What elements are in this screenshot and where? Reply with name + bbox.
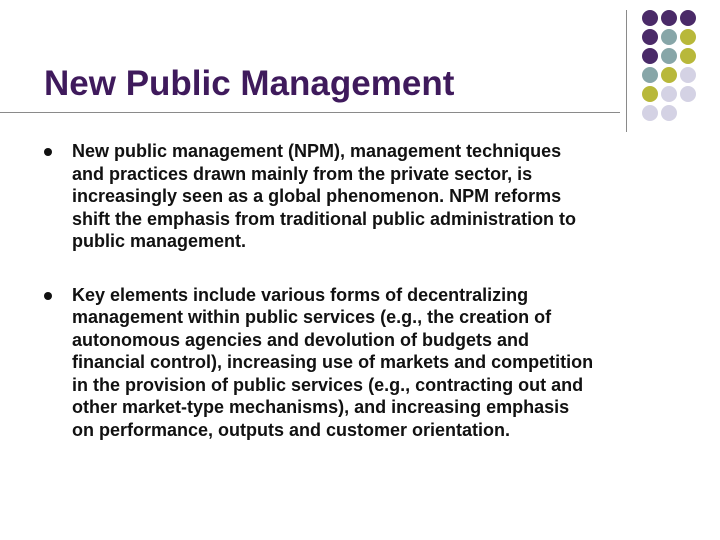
bullet-line: shift the emphasis from traditional public administration to: [72, 208, 577, 229]
bullet-line: management within public services (e.g., the creation of: [72, 307, 552, 327]
decorative-dot: [680, 29, 696, 45]
decorative-dot: [642, 67, 658, 83]
decorative-dot: [642, 10, 658, 26]
bullet-line: in the provision of public services (e.g., contracting out and: [72, 374, 584, 395]
bullet-line: on performance, outputs and customer orientation.: [72, 419, 511, 440]
bullet-line: financial control), increasing use of markets and competition: [72, 352, 594, 372]
decorative-dot: [642, 105, 658, 121]
decorative-dot: [680, 67, 696, 83]
decorative-dot: [661, 86, 677, 102]
decorative-dot: [642, 29, 658, 45]
decorative-dot: [661, 105, 677, 121]
bullet-line: autonomous agencies and devolution of budgets and: [72, 329, 530, 350]
slide-title: New Public Management: [44, 64, 455, 103]
decorative-dot: [661, 29, 677, 45]
bullet-line: public management.: [72, 231, 247, 251]
decorative-dot: [642, 48, 658, 64]
bullet-marker-icon: [44, 148, 52, 156]
bullet-line: Key elements include various forms of decentralizing: [72, 284, 529, 305]
title-divider: [0, 112, 620, 113]
vertical-divider: [626, 10, 627, 132]
decorative-dot-grid: [640, 10, 720, 140]
bullet-line: increasingly seen as a global phenomenon. NPM reforms: [72, 186, 562, 206]
bullet-marker-icon: [44, 292, 52, 300]
decorative-dot: [642, 86, 658, 102]
decorative-dot: [661, 67, 677, 83]
bullet-item: [44, 140, 684, 253]
bullet-item: [44, 284, 684, 442]
decorative-dot: [661, 10, 677, 26]
decorative-dot: [661, 48, 677, 64]
bullet-line: other market-type mechanisms), and increasing emphasis: [72, 397, 570, 417]
bullet-line: and practices drawn mainly from the private sector, is: [72, 163, 533, 184]
bullet-list: [44, 140, 684, 441]
decorative-dot: [680, 86, 696, 102]
bullet-line: New public management (NPM), management techniques: [72, 141, 562, 161]
decorative-dot: [680, 10, 696, 26]
decorative-dot: [680, 48, 696, 64]
